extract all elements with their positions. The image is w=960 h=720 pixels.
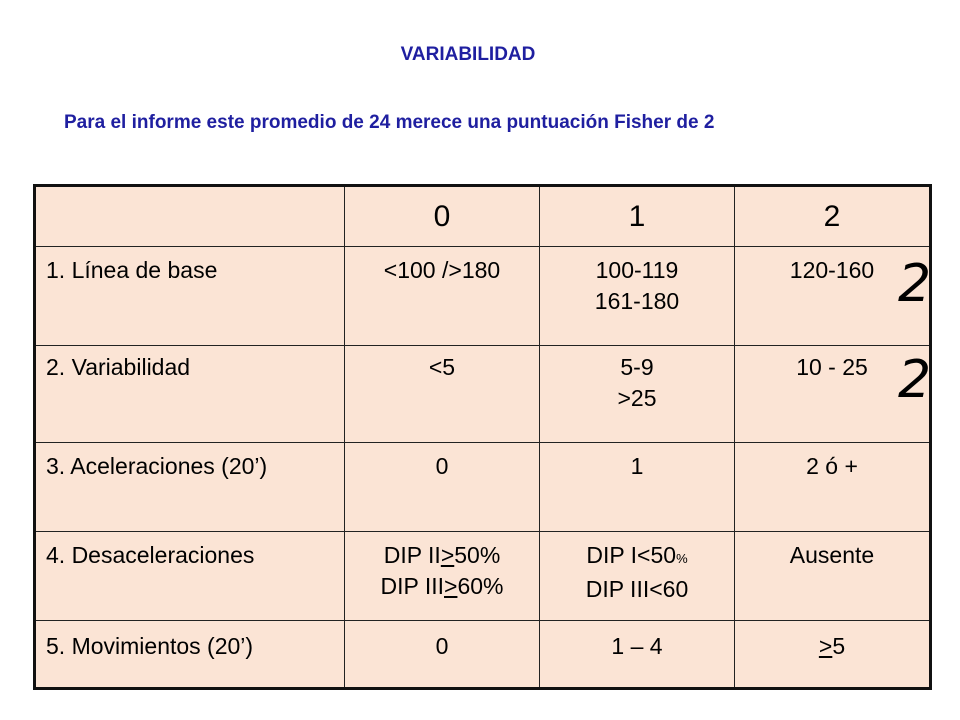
cell-value: >5 (818, 633, 846, 659)
subtitle-text: Para el informe este promedio de 24 merece una puntuación Fisher de 2 (64, 112, 715, 133)
header-cell-2: 2 (735, 186, 931, 247)
cell-value: DIP II>50% (383, 542, 501, 568)
cell-value: DIP III>60% (380, 573, 504, 599)
cell-value: 2 ó + (806, 453, 858, 479)
cell-value: DIP III<60 (585, 576, 689, 602)
row-label: 4. Desaceleraciones (35, 532, 345, 621)
cell-value: <100 />180 (383, 257, 501, 283)
table-header-row (35, 186, 931, 247)
cell-value: 120-160 (789, 257, 875, 283)
handwritten-score-2: 2 (898, 350, 932, 410)
cell-value: DIP I<50% (586, 542, 688, 568)
cell-score-1 (540, 532, 735, 621)
fisher-score-table (33, 184, 932, 690)
cell-score-0 (345, 443, 540, 532)
row-label: 2. Variabilidad (35, 346, 345, 443)
row-label: 3. Aceleraciones (20’) (35, 443, 345, 532)
cell-value: 161-180 (594, 288, 680, 314)
table-row (35, 532, 931, 621)
cell-score-0 (345, 621, 540, 689)
cell-value: 1 (630, 453, 644, 479)
handwritten-score-1: 2 (898, 254, 932, 314)
cell-score-0 (345, 247, 540, 346)
table-row (35, 443, 931, 532)
cell-score-2 (735, 532, 931, 621)
header-cell-0: 0 (345, 186, 540, 247)
cell-value: Ausente (789, 542, 875, 568)
header-cell-empty (35, 186, 345, 247)
table-row (35, 247, 931, 346)
cell-score-1 (540, 346, 735, 443)
page-title: VARIABILIDAD (400, 44, 536, 65)
cell-value: >25 (617, 385, 657, 411)
cell-value: 5-9 (620, 354, 654, 380)
cell-score-2 (735, 621, 931, 689)
table-row (35, 621, 931, 689)
cell-score-1 (540, 621, 735, 689)
row-label: 1. Línea de base (35, 247, 345, 346)
cell-value: <5 (428, 354, 456, 380)
cell-value: 100-119 (595, 257, 679, 283)
header-cell-1: 1 (540, 186, 735, 247)
cell-score-0 (345, 532, 540, 621)
cell-score-0 (345, 346, 540, 443)
cell-score-2 (735, 443, 931, 532)
cell-value: 0 (435, 633, 449, 659)
cell-score-1 (540, 443, 735, 532)
table-row (35, 346, 931, 443)
row-label: 5. Movimientos (20’) (35, 621, 345, 689)
cell-value: 0 (435, 453, 449, 479)
cell-value: 1 – 4 (611, 633, 663, 659)
cell-score-1 (540, 247, 735, 346)
cell-value: 10 - 25 (796, 354, 868, 380)
